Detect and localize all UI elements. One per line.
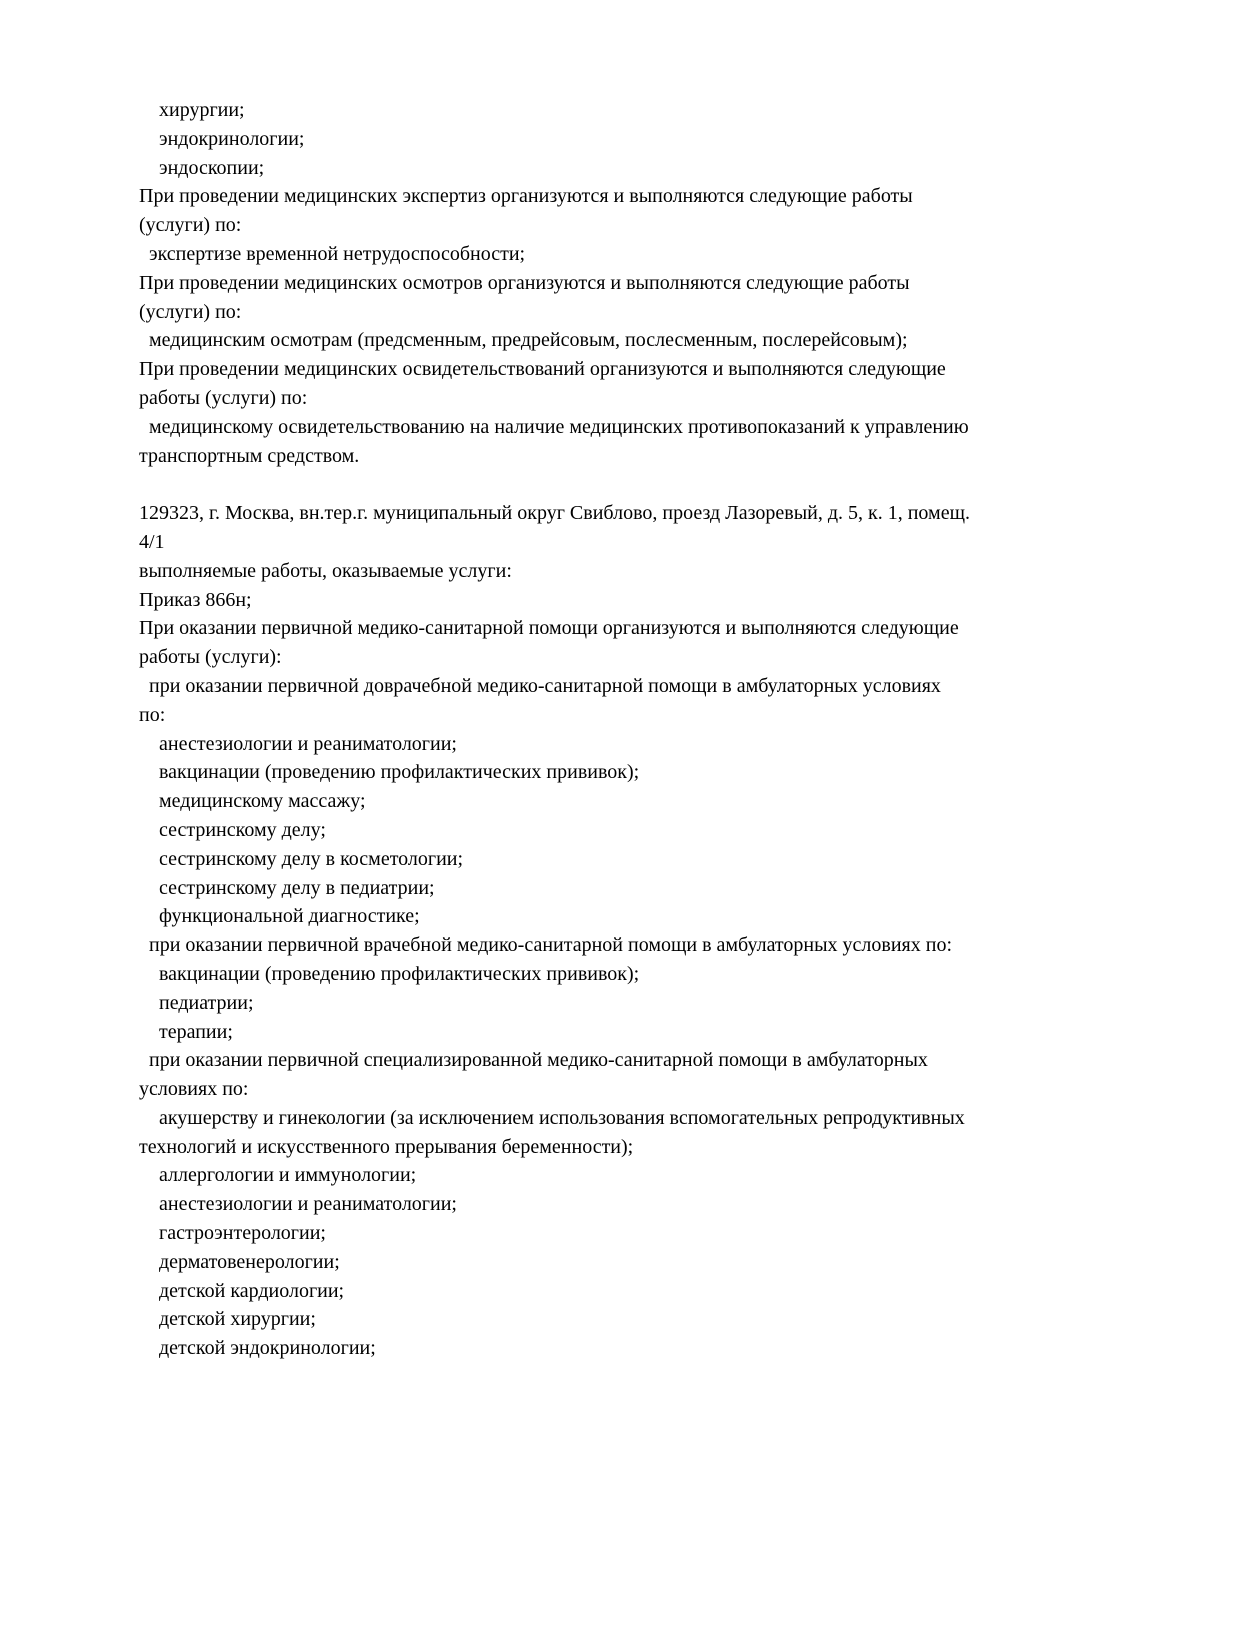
- text-line: при оказании первичной врачебной медико-санитарной помощи в амбулаторных условиях по:: [139, 934, 953, 957]
- text-line: выполняемые работы, оказываемые услуги:: [139, 559, 512, 582]
- text-line: медицинским осмотрам (предсменным, предрейсовым, послесменным, послерейсовым);: [139, 329, 908, 352]
- text-line: сестринскому делу;: [139, 818, 326, 841]
- text-line: гастроэнтерологии;: [139, 1222, 326, 1245]
- text-line: акушерству и гинекологии (за исключением использования вспомогательных репродуктивных: [139, 1106, 965, 1129]
- text-line: технологий и искусственного прерывания беременности);: [139, 1135, 634, 1158]
- text-line: экспертизе временной нетрудоспособности;: [139, 242, 526, 265]
- text-line: (услуги) по:: [139, 214, 242, 237]
- text-line: анестезиологии и реаниматологии;: [139, 1193, 457, 1216]
- text-line: транспортным средством.: [139, 444, 360, 467]
- text-line: вакцинации (проведению профилактических прививок);: [139, 962, 640, 985]
- text-line: по:: [139, 703, 166, 726]
- text-line: При оказании первичной медико-санитарной помощи организуются и выполняются следующие: [139, 617, 959, 640]
- text-line: эндоскопии;: [139, 156, 265, 179]
- text-line: хирургии;: [139, 99, 245, 121]
- text-line: при оказании первичной специализированной медико-санитарной помощи в амбулаторных: [139, 1049, 928, 1072]
- text-line: педиатрии;: [139, 991, 254, 1014]
- text-line: 4/1: [139, 530, 165, 553]
- text-line: детской хирургии;: [139, 1308, 316, 1331]
- text-line: детской кардиологии;: [139, 1279, 345, 1302]
- text-line: медицинскому массажу;: [139, 790, 366, 813]
- text-line: [139, 470, 1150, 499]
- text-line: функциональной диагностике;: [139, 905, 420, 928]
- text-line: работы (услуги):: [139, 646, 282, 669]
- text-line: 129323, г. Москва, вн.тер.г. муниципальный округ Свиблово, проезд Лазоревый, д. 5, к. 1, помещ.: [139, 502, 970, 525]
- text-line: сестринскому делу в косметологии;: [139, 847, 464, 870]
- text-line: детской эндокринологии;: [139, 1337, 376, 1360]
- text-line: При проведении медицинских экспертиз организуются и выполняются следующие работы: [139, 185, 913, 208]
- text-line: сестринскому делу в педиатрии;: [139, 876, 435, 899]
- text-line: При проведении медицинских осмотров организуются и выполняются следующие работы: [139, 271, 910, 294]
- text-line: При проведении медицинских освидетельствований организуются и выполняются следующие: [139, 358, 946, 381]
- text-line: вакцинации (проведению профилактических прививок);: [139, 761, 640, 784]
- text-line: условиях по:: [139, 1078, 249, 1101]
- text-line: эндокринологии;: [139, 127, 305, 150]
- text-line: терапии;: [139, 1020, 233, 1043]
- text-line: при оказании первичной доврачебной медико-санитарной помощи в амбулаторных условиях: [139, 674, 941, 697]
- text-line: медицинскому освидетельствованию на наличие медицинских противопоказаний к управлению: [139, 415, 969, 438]
- text-line: анестезиологии и реаниматологии;: [139, 732, 457, 755]
- text-line: (услуги) по:: [139, 300, 242, 323]
- text-line: работы (услуги) по:: [139, 386, 308, 409]
- text-line: Приказ 866н;: [139, 588, 252, 611]
- text-line: аллергологии и иммунологии;: [139, 1164, 417, 1187]
- text-line: дерматовенерологии;: [139, 1250, 340, 1273]
- document-text: [139, 96, 1150, 1363]
